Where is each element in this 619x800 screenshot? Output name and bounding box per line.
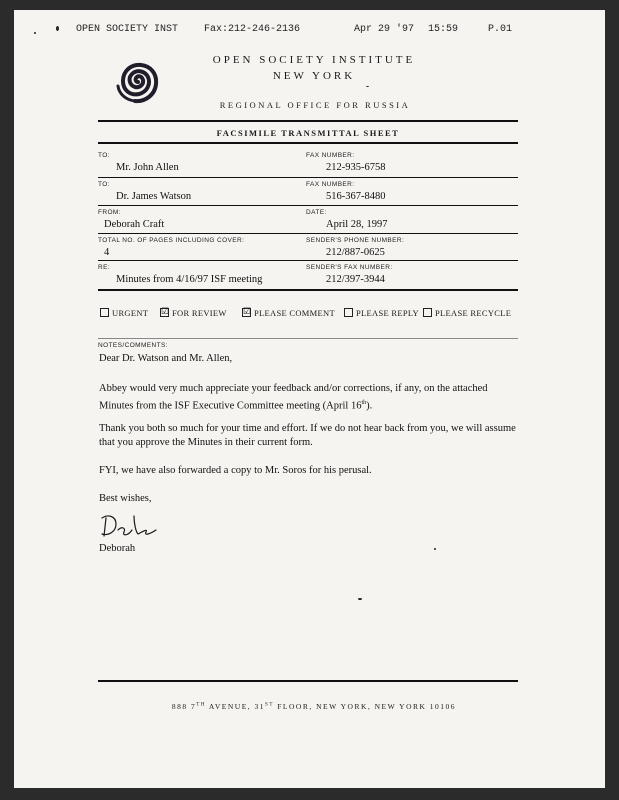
checkbox-square: [100, 308, 109, 317]
to2-label: TO:: [98, 181, 110, 188]
row-divider: [98, 205, 518, 206]
org-line-1: OPEN SOCIETY INSTITUTE: [212, 54, 416, 66]
paragraph-3: FYI, we have also forwarded a copy to Mr. Soros for his perusal.: [99, 465, 372, 476]
from-value: Deborah Craft: [104, 219, 165, 230]
fax-page: [14, 10, 605, 788]
please-reply-checkbox[interactable]: [344, 308, 419, 318]
title-rule-top: [98, 120, 518, 122]
spiral-logo-icon: [110, 52, 166, 108]
sheet-title: FACSIMILE TRANSMITTAL SHEET: [216, 128, 400, 138]
row-divider: [98, 177, 518, 178]
sender-phone-value: 212/887-0625: [326, 247, 385, 258]
speck: [358, 598, 362, 600]
signature-icon: [98, 510, 168, 546]
fax1-label: FAX NUMBER:: [306, 152, 355, 159]
notes-label: NOTES/COMMENTS:: [98, 342, 168, 349]
to2-value: Dr. James Watson: [116, 191, 192, 202]
pages-label: TOTAL NO. OF PAGES INCLUDING COVER:: [98, 237, 245, 244]
checkbox-label: PLEASE REPLY: [356, 308, 419, 318]
please-recycle-checkbox[interactable]: [423, 308, 511, 318]
speck: [34, 32, 36, 34]
speck: [366, 86, 369, 87]
checkbox-square: [160, 308, 169, 317]
paragraph-2: Thank you both so much for your time and effort. If we do not hear back from you, we will assume that you approve the Minutes in their current form.: [99, 423, 516, 448]
footer-address: [114, 702, 514, 711]
date-value: April 28, 1997: [326, 219, 388, 230]
please-comment-checkbox[interactable]: [242, 308, 335, 318]
checkbox-label: URGENT: [112, 308, 149, 318]
date-label: DATE:: [306, 209, 327, 216]
regional-office: REGIONAL OFFICE FOR RUSSIA: [219, 100, 411, 110]
paragraph-1-text: Abbey would very much appreciate your feedback and/or corrections, if any, on the attached Minutes from the ISF Executive Committee meeting (April 16: [99, 383, 488, 412]
sender-fax-value: 212/397-3944: [326, 274, 385, 285]
signature-name: Deborah: [99, 543, 136, 554]
row-divider: [98, 233, 518, 234]
notes-rule: [98, 338, 518, 339]
sender-phone-label: SENDER'S PHONE NUMBER:: [306, 237, 405, 244]
footer-sup-1: TH: [196, 702, 206, 708]
fax2-value: 516-367-8480: [326, 191, 386, 202]
greeting: Dear Dr. Watson and Mr. Allen,: [99, 353, 233, 364]
pages-value: 4: [104, 247, 110, 258]
re-value: Minutes from 4/16/97 ISF meeting: [116, 274, 263, 285]
row-divider: [98, 260, 518, 261]
check-mark-icon: ☑: [161, 306, 170, 316]
fields-rule-bottom: [98, 289, 518, 291]
fax-header-sender: OPEN SOCIETY INST: [76, 24, 179, 35]
to1-value: Mr. John Allen: [116, 162, 179, 173]
checkbox-label: FOR REVIEW: [172, 308, 227, 318]
fax-header-date: Apr 29 '97: [354, 24, 415, 35]
speck: [434, 548, 436, 550]
checkbox-square: [242, 308, 251, 317]
footer-rule: [98, 680, 518, 682]
footer-sup-2: ST: [265, 702, 274, 708]
org-line-2: NEW YORK: [272, 70, 356, 82]
checkbox-label: PLEASE RECYCLE: [435, 308, 512, 318]
closing: Best wishes,: [99, 493, 152, 504]
for-review-checkbox[interactable]: [160, 308, 227, 318]
footer-rest: FLOOR, NEW YORK, NEW YORK 10106: [273, 702, 457, 711]
check-mark-icon: ☑: [243, 306, 252, 316]
fax-header-page: P.01: [488, 24, 513, 35]
re-label: RE:: [98, 264, 111, 271]
fax-header-number: Fax:212-246-2136: [204, 24, 301, 35]
fax-mark: [56, 26, 59, 31]
checkbox-label: PLEASE COMMENT: [254, 308, 335, 318]
paragraph-1-end: ).: [366, 400, 373, 412]
checkbox-square: [344, 308, 353, 317]
fax1-value: 212-935-6758: [326, 162, 386, 173]
sender-fax-label: SENDER'S FAX NUMBER:: [306, 264, 393, 271]
from-label: FROM:: [98, 209, 121, 216]
footer-mid: AVENUE, 31: [205, 702, 266, 711]
paragraph-1: [99, 382, 519, 414]
to1-label: TO:: [98, 152, 110, 159]
urgent-checkbox[interactable]: [100, 308, 148, 318]
paragraph-1-sup: th: [361, 400, 367, 406]
fax-header-time: 15:59: [428, 24, 459, 35]
checkbox-square: [423, 308, 432, 317]
footer-number: 888 7: [171, 702, 197, 711]
title-rule-bottom: [98, 142, 518, 144]
fax2-label: FAX NUMBER:: [306, 181, 355, 188]
organization-name: [194, 52, 434, 84]
